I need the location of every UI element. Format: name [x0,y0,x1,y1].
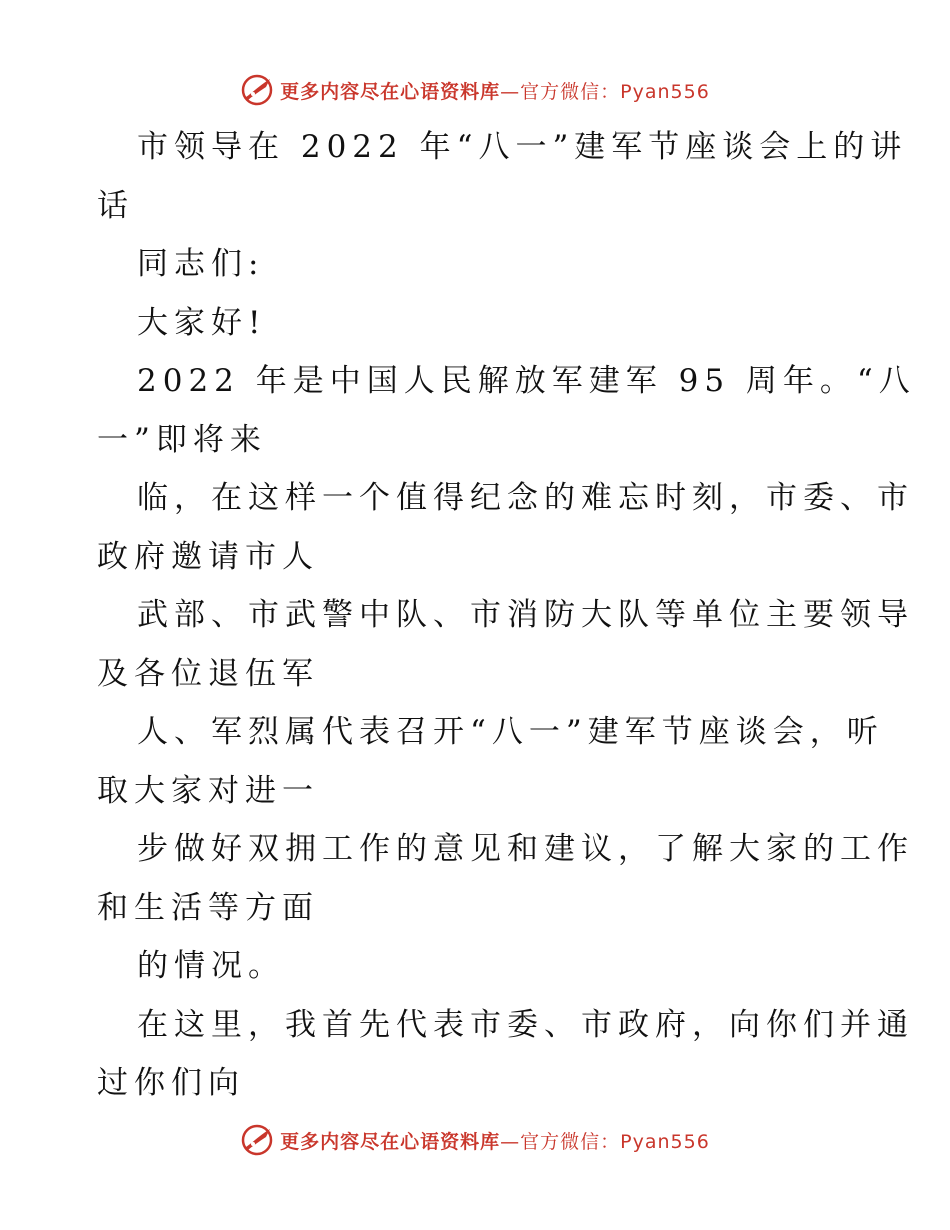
pen-nib-logo-icon [240,1123,274,1157]
document-title: 市领导在 2022 年“八一”建军节座谈会上的讲 [137,129,908,165]
paragraph-line: 在这里，我首先代表市委、市政府，向你们并通 [137,1006,914,1043]
paragraph-line: 2022 年是中国人民解放军建军 95 周年。“八 [137,363,916,399]
paragraph-line: 及各位退伍军 [97,655,319,692]
footer-watermark [0,1120,950,1160]
paragraph-line: 和生活等方面 [97,889,319,926]
paragraph-line: 政府邀请市人 [97,538,319,575]
watermark-text: 更多内容尽在心语资料库—官方微信：Pyan556 [280,80,710,103]
salutation: 同志们: [137,246,265,282]
header-watermark [0,70,950,110]
watermark-text: 更多内容尽在心语资料库—官方微信：Pyan556 [280,1130,710,1153]
document-body [97,118,916,1113]
greeting: 大家好! [137,304,267,341]
document-title-continued: 话 [97,187,134,224]
paragraph-line: 取大家对进一 [97,772,319,809]
paragraph-line: 武部、市武警中队、市消防大队等单位主要领导 [137,597,914,633]
paragraph-line: 过你们向 [97,1065,245,1101]
paragraph-line: 的情况。 [137,948,285,984]
paragraph-line: 步做好双拥工作的意见和建议，了解大家的工作 [137,831,914,867]
paragraph-line: 人、军烈属代表召开“八一”建军节座谈会，听 [137,714,884,750]
paragraph-line: 一”即将来 [97,421,267,458]
pen-nib-logo-icon [240,73,274,107]
paragraph-line: 临，在这样一个值得纪念的难忘时刻，市委、市 [137,480,914,516]
